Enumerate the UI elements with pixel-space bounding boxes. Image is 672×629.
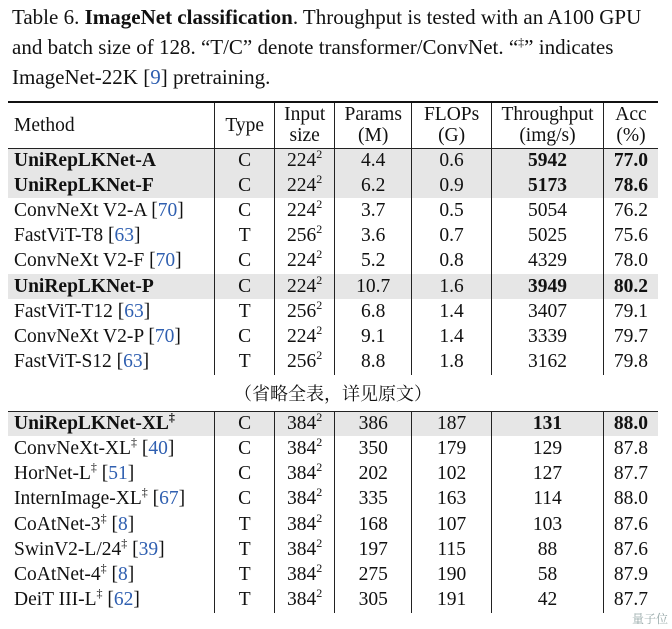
- cell-acc: 87.6: [603, 512, 658, 537]
- citation-close: ]: [167, 437, 175, 459]
- input-size-value: 224: [287, 325, 317, 347]
- cell-params: 350: [335, 436, 412, 461]
- table-row: [8, 224, 658, 249]
- citation-close: ]: [178, 488, 186, 510]
- cell-flops: 1.8: [412, 350, 492, 375]
- dagger-mark: ‡: [130, 434, 137, 449]
- table-row: [8, 299, 658, 324]
- input-size-value: 256: [287, 351, 317, 373]
- cell-params: 197: [335, 537, 412, 562]
- cell-throughput: 5025: [491, 224, 603, 249]
- input-size-value: 256: [287, 225, 317, 247]
- cell-throughput: 5054: [491, 198, 603, 223]
- input-size-value: 224: [287, 149, 317, 171]
- input-size-exponent: 2: [316, 171, 323, 186]
- cell-acc: 87.9: [603, 562, 658, 587]
- cell-acc: 87.7: [603, 462, 658, 487]
- table-row: [8, 411, 658, 436]
- table-row: [8, 562, 658, 587]
- cell-input-size: [275, 512, 335, 537]
- citation-link[interactable]: 63: [123, 351, 143, 373]
- method-name: UniRepLKNet-XL: [14, 413, 169, 435]
- method-name: ConvNeXt-XL: [14, 437, 131, 459]
- cell-input-size: [275, 562, 335, 587]
- header-row: [8, 102, 658, 148]
- cell-flops: 163: [412, 487, 492, 512]
- input-size-exponent: 2: [316, 247, 323, 262]
- cell-method: [8, 324, 215, 349]
- citation-open: [: [148, 325, 155, 347]
- omitted-note: （省略全表，详见原文）: [8, 375, 658, 412]
- results-table: [8, 101, 658, 613]
- cell-type: T: [215, 350, 275, 375]
- cell-type: C: [215, 436, 275, 461]
- input-size-exponent: 2: [316, 297, 323, 312]
- input-size-exponent: 2: [316, 586, 323, 601]
- citation-open: [: [141, 437, 149, 459]
- cell-method: [8, 249, 215, 274]
- cell-type: C: [215, 411, 275, 436]
- cell-method: [8, 537, 215, 562]
- method-name: SwinV2-L/24: [14, 538, 122, 560]
- cell-throughput: 88: [491, 537, 603, 562]
- cell-input-size: [275, 249, 335, 274]
- cell-input-size: [275, 537, 335, 562]
- cell-params: 335: [335, 487, 412, 512]
- cell-throughput: 131: [491, 411, 603, 436]
- input-size-exponent: 2: [316, 535, 323, 550]
- table-row: [8, 537, 658, 562]
- cell-acc: 79.7: [603, 324, 658, 349]
- input-size-value: 384: [287, 538, 317, 560]
- header-throughput: Throughput (img/s): [491, 102, 603, 148]
- cell-type: C: [215, 173, 275, 198]
- cell-input-size: [275, 148, 335, 173]
- input-size-exponent: 2: [316, 272, 323, 287]
- cell-input-size: [275, 487, 335, 512]
- cell-throughput: 103: [491, 512, 603, 537]
- omitted-note-body: [8, 375, 658, 412]
- dagger-mark: ‡: [100, 510, 107, 525]
- cell-input-size: [275, 462, 335, 487]
- cell-type: C: [215, 324, 275, 349]
- cell-params: 202: [335, 462, 412, 487]
- method-name: FastViT-T8: [14, 225, 104, 247]
- input-size-value: 384: [287, 463, 317, 485]
- cell-flops: 1.4: [412, 299, 492, 324]
- header-type: Type: [215, 102, 275, 148]
- cell-type: T: [215, 224, 275, 249]
- cell-acc: 77.0: [603, 148, 658, 173]
- cell-input-size: [275, 588, 335, 613]
- omitted-note-row: [8, 375, 658, 412]
- cell-flops: 187: [412, 411, 492, 436]
- cell-input-size: [275, 224, 335, 249]
- method-name: HorNet-L: [14, 463, 91, 485]
- citation-open: [: [149, 250, 156, 272]
- cell-input-size: [275, 173, 335, 198]
- cell-method: [8, 274, 215, 299]
- cell-flops: 179: [412, 436, 492, 461]
- citation-close: ]: [174, 325, 181, 347]
- cell-throughput: 3407: [491, 299, 603, 324]
- dagger-mark: ‡: [141, 485, 148, 500]
- citation-link[interactable]: 63: [124, 300, 144, 322]
- method-name: FastViT-T12: [14, 300, 113, 322]
- cell-flops: 107: [412, 512, 492, 537]
- citation-close: ]: [134, 225, 141, 247]
- cell-type: C: [215, 198, 275, 223]
- input-size-exponent: 2: [316, 410, 323, 425]
- input-size-exponent: 2: [316, 146, 323, 161]
- dagger-mark: ‡: [168, 410, 175, 425]
- cell-method: [8, 487, 215, 512]
- group2-body: [8, 411, 658, 613]
- method-name: DeiT III-L: [14, 589, 97, 611]
- citation-open: [: [111, 563, 119, 585]
- cell-input-size: [275, 436, 335, 461]
- cell-params: 305: [335, 588, 412, 613]
- cell-params: 4.4: [335, 148, 412, 173]
- citation-close: ]: [177, 199, 184, 221]
- cell-method: [8, 512, 215, 537]
- cell-acc: 79.1: [603, 299, 658, 324]
- watermark: 量子位: [631, 612, 668, 626]
- cell-acc: 80.2: [603, 274, 658, 299]
- cell-acc: 87.8: [603, 436, 658, 461]
- cell-flops: 190: [412, 562, 492, 587]
- input-size-exponent: 2: [316, 510, 323, 525]
- table-row: [8, 436, 658, 461]
- cell-input-size: [275, 324, 335, 349]
- citation-link[interactable]: 62: [113, 589, 134, 611]
- citation-open: [: [116, 351, 124, 373]
- cell-throughput: 58: [491, 562, 603, 587]
- input-size-value: 224: [287, 275, 317, 297]
- cell-method: [8, 562, 215, 587]
- cell-params: 6.2: [335, 173, 412, 198]
- table-row: [8, 350, 658, 375]
- method-name: InternImage-XL: [14, 488, 142, 510]
- caption-label: Table 6.: [12, 5, 80, 29]
- citation-link[interactable]: 70: [155, 250, 176, 272]
- method-name: FastViT-S12: [14, 351, 112, 373]
- cell-type: T: [215, 512, 275, 537]
- cell-method: [8, 411, 215, 436]
- citation-link[interactable]: 51: [108, 463, 128, 485]
- cell-type: C: [215, 148, 275, 173]
- caption-text-2: ” indicates ImageNet-22K [: [12, 35, 614, 89]
- cell-method: [8, 299, 215, 324]
- cell-throughput: 3339: [491, 324, 603, 349]
- input-size-value: 224: [287, 250, 317, 272]
- cell-type: C: [215, 274, 275, 299]
- method-name: UniRepLKNet-A: [14, 149, 156, 171]
- cell-acc: 75.6: [603, 224, 658, 249]
- input-size-value: 384: [287, 488, 317, 510]
- table-row: [8, 588, 658, 613]
- citation-link[interactable]: 40: [148, 437, 168, 459]
- table-row: [8, 249, 658, 274]
- method-name: UniRepLKNet-P: [14, 275, 154, 297]
- caption-ref-link[interactable]: 9: [150, 65, 161, 89]
- cell-acc: 87.7: [603, 588, 658, 613]
- caption-text: . Throughput is tested with an A100 GPU and batch size of 128. “T/C” denote transformer/ConvNet. “: [12, 5, 642, 59]
- citation-open: [: [132, 538, 139, 560]
- citation-open: [: [101, 463, 109, 485]
- citation-link[interactable]: 67: [159, 488, 179, 510]
- table-row: [8, 274, 658, 299]
- cell-type: T: [215, 299, 275, 324]
- dagger-mark: ‡: [100, 560, 107, 575]
- table-row: [8, 487, 658, 512]
- cell-throughput: 4329: [491, 249, 603, 274]
- cell-flops: 0.5: [412, 198, 492, 223]
- input-size-exponent: 2: [316, 434, 323, 449]
- cell-flops: 0.8: [412, 249, 492, 274]
- cell-acc: 88.0: [603, 487, 658, 512]
- cell-acc: 76.2: [603, 198, 658, 223]
- table-caption: [12, 2, 662, 92]
- cell-input-size: [275, 299, 335, 324]
- cell-acc: 87.6: [603, 537, 658, 562]
- citation-open: [: [108, 225, 115, 247]
- cell-input-size: [275, 350, 335, 375]
- header-method: Method: [14, 114, 75, 136]
- input-size-value: 384: [287, 563, 317, 585]
- method-name: CoAtNet-4: [14, 563, 101, 585]
- cell-flops: 0.7: [412, 224, 492, 249]
- citation-close: ]: [127, 513, 135, 535]
- cell-throughput: 129: [491, 436, 603, 461]
- input-size-exponent: 2: [316, 460, 323, 475]
- citation-open: [: [111, 513, 119, 535]
- input-size-exponent: 2: [316, 485, 323, 500]
- cell-params: 10.7: [335, 274, 412, 299]
- citation-open: [: [107, 589, 114, 611]
- input-size-exponent: 2: [316, 222, 323, 237]
- cell-type: C: [215, 249, 275, 274]
- cell-flops: 1.4: [412, 324, 492, 349]
- cell-input-size: [275, 274, 335, 299]
- cell-params: 6.8: [335, 299, 412, 324]
- citation-link[interactable]: 39: [138, 538, 159, 560]
- cell-acc: 79.8: [603, 350, 658, 375]
- input-size-value: 384: [287, 413, 317, 435]
- cell-params: 3.7: [335, 198, 412, 223]
- header-params: Params (M): [335, 102, 412, 148]
- input-size-exponent: 2: [316, 322, 323, 337]
- citation-open: [: [151, 199, 158, 221]
- method-name: ConvNeXt V2-F: [14, 250, 145, 272]
- cell-type: T: [215, 562, 275, 587]
- table-row: [8, 198, 658, 223]
- dagger-mark: ‡: [96, 586, 103, 601]
- method-name: CoAtNet-3: [14, 513, 101, 535]
- citation-link[interactable]: 70: [154, 325, 175, 347]
- cell-params: 8.8: [335, 350, 412, 375]
- cell-method: [8, 198, 215, 223]
- table-row: [8, 173, 658, 198]
- cell-throughput: 3949: [491, 274, 603, 299]
- cell-type: T: [215, 588, 275, 613]
- cell-params: 275: [335, 562, 412, 587]
- cell-input-size: [275, 411, 335, 436]
- table-row: [8, 512, 658, 537]
- table-row: [8, 462, 658, 487]
- citation-close: ]: [158, 538, 165, 560]
- citation-link[interactable]: 8: [118, 513, 128, 535]
- cell-throughput: 114: [491, 487, 603, 512]
- header-acc: Acc (%): [603, 102, 658, 148]
- citation-link[interactable]: 63: [114, 225, 134, 247]
- input-size-value: 384: [287, 589, 317, 611]
- dagger-mark: ‡: [90, 460, 97, 475]
- cell-throughput: 5942: [491, 148, 603, 173]
- cell-input-size: [275, 198, 335, 223]
- citation-close: ]: [175, 250, 182, 272]
- cell-acc: 78.0: [603, 249, 658, 274]
- dagger-mark: ‡: [121, 535, 128, 550]
- cell-acc: 88.0: [603, 411, 658, 436]
- cell-flops: 0.9: [412, 173, 492, 198]
- cell-method: [8, 350, 215, 375]
- input-size-value: 384: [287, 437, 317, 459]
- method-name: ConvNeXt V2-P: [14, 325, 144, 347]
- citation-close: ]: [142, 351, 150, 373]
- cell-method: [8, 173, 215, 198]
- input-size-exponent: 2: [316, 560, 323, 575]
- citation-close: ]: [133, 589, 140, 611]
- cell-flops: 1.6: [412, 274, 492, 299]
- caption-title: ImageNet classification: [84, 5, 293, 29]
- cell-method: [8, 224, 215, 249]
- cell-method: [8, 462, 215, 487]
- cell-params: 5.2: [335, 249, 412, 274]
- cell-throughput: 3162: [491, 350, 603, 375]
- cell-method: [8, 148, 215, 173]
- cell-params: 386: [335, 411, 412, 436]
- header-flops: FLOPs (G): [412, 102, 492, 148]
- cell-type: C: [215, 462, 275, 487]
- cell-method: [8, 436, 215, 461]
- cell-type: T: [215, 537, 275, 562]
- cell-params: 3.6: [335, 224, 412, 249]
- cell-params: 9.1: [335, 324, 412, 349]
- input-size-value: 256: [287, 300, 317, 322]
- citation-close: ]: [127, 563, 135, 585]
- citation-link[interactable]: 70: [157, 199, 178, 221]
- citation-close: ]: [127, 463, 135, 485]
- cell-type: C: [215, 487, 275, 512]
- header-input-size: Input size: [275, 102, 335, 148]
- cell-flops: 115: [412, 537, 492, 562]
- cell-throughput: 42: [491, 588, 603, 613]
- cell-flops: 0.6: [412, 148, 492, 173]
- cell-flops: 191: [412, 588, 492, 613]
- input-size-value: 224: [287, 199, 317, 221]
- cell-throughput: 5173: [491, 173, 603, 198]
- table-row: [8, 324, 658, 349]
- table-row: [8, 148, 658, 173]
- cell-params: 168: [335, 512, 412, 537]
- caption-text-3: ] pretraining.: [160, 65, 271, 89]
- cell-flops: 102: [412, 462, 492, 487]
- caption-dagger: ‡: [518, 35, 525, 49]
- citation-open: [: [117, 300, 125, 322]
- cell-acc: 78.6: [603, 173, 658, 198]
- cell-method: [8, 588, 215, 613]
- input-size-exponent: 2: [316, 348, 323, 363]
- citation-open: [: [152, 488, 160, 510]
- method-name: UniRepLKNet-F: [14, 174, 154, 196]
- input-size-value: 384: [287, 513, 317, 535]
- input-size-exponent: 2: [316, 196, 323, 211]
- input-size-value: 224: [287, 174, 317, 196]
- method-name: ConvNeXt V2-A: [14, 199, 147, 221]
- citation-link[interactable]: 8: [118, 563, 128, 585]
- group1-body: [8, 148, 658, 375]
- citation-close: ]: [143, 300, 151, 322]
- cell-throughput: 127: [491, 462, 603, 487]
